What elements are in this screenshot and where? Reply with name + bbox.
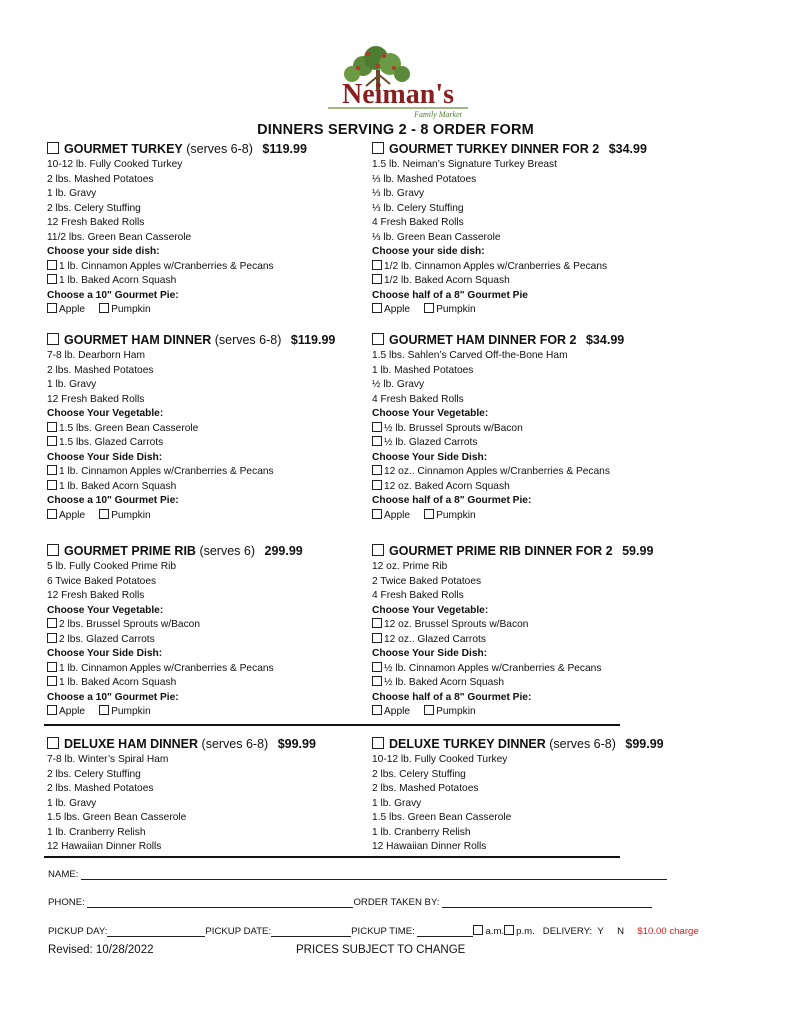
pie-option[interactable] bbox=[424, 705, 476, 720]
page-title: DINNERS SERVING 2 - 8 ORDER FORM bbox=[257, 122, 534, 138]
dinner-checkbox[interactable] bbox=[47, 333, 59, 345]
choice-heading: Choose your side dish: bbox=[47, 246, 160, 257]
section-deluxe-right bbox=[372, 737, 664, 855]
choice-heading: Choose Your Side Dish: bbox=[372, 648, 488, 659]
dinner-serves: (serves 6-8) bbox=[201, 737, 269, 751]
dinner-header bbox=[47, 737, 316, 752]
option-label: 1 lb. Cinnamon Apples w/Cranberries & Pecans bbox=[59, 466, 274, 477]
dinner-header bbox=[372, 737, 664, 752]
choice-heading: Choose a 10" Gourmet Pie: bbox=[47, 691, 179, 703]
pie-option[interactable] bbox=[424, 303, 476, 318]
divider-rule-bottom bbox=[44, 856, 620, 858]
dinner-header bbox=[372, 333, 624, 348]
choice-option[interactable] bbox=[47, 274, 307, 289]
menu-item: 6 Twice Baked Potatoes bbox=[47, 575, 157, 587]
option-checkbox[interactable] bbox=[372, 260, 382, 270]
option-checkbox[interactable] bbox=[99, 509, 109, 519]
delivery-yes-option[interactable]: Y bbox=[597, 926, 604, 937]
option-label: Apple bbox=[59, 706, 86, 717]
option-label: 12 oz. Baked Acorn Squash bbox=[384, 480, 510, 492]
option-checkbox[interactable] bbox=[372, 705, 382, 715]
dinner-name: DELUXE HAM DINNER bbox=[64, 737, 199, 751]
dinner-checkbox[interactable] bbox=[47, 544, 59, 556]
phone-label: PHONE: bbox=[48, 897, 85, 908]
option-label: 1 lb. Cinnamon Apples w/Cranberries & Pecans bbox=[59, 260, 274, 272]
option-label: Pumpkin bbox=[436, 304, 476, 315]
menu-item: 12 Fresh Baked Rolls bbox=[47, 217, 145, 228]
menu-item: 1.5 lb. Neiman’s Signature Turkey Breast bbox=[372, 159, 557, 170]
choice-heading: Choose a 10" Gourmet Pie: bbox=[47, 289, 179, 301]
menu-item: 7-8 lb. Winter’s Spiral Ham bbox=[47, 754, 169, 765]
menu-item: 4 Fresh Baked Rolls bbox=[372, 393, 464, 405]
choice-option[interactable] bbox=[47, 618, 303, 633]
menu-item: 12 Hawaiian Dinner Rolls bbox=[47, 841, 162, 852]
option-checkbox[interactable] bbox=[372, 509, 382, 519]
pie-choice-row bbox=[47, 705, 303, 720]
menu-item: 2 lbs. Mashed Potatoes bbox=[47, 783, 154, 794]
dinner-checkbox[interactable] bbox=[47, 142, 59, 154]
pie-choice-row bbox=[372, 705, 653, 720]
pie-choice-row bbox=[372, 303, 647, 318]
option-checkbox[interactable] bbox=[47, 303, 57, 313]
pie-choice-row bbox=[47, 509, 335, 524]
menu-item: ⅓ lb. Gravy bbox=[372, 188, 425, 199]
dinner-serves: (serves 6) bbox=[199, 544, 256, 558]
option-label: 12 oz.. Cinnamon Apples w/Cranberries & Pecans bbox=[384, 466, 610, 477]
choice-heading: Choose half of a 8" Gourmet Pie: bbox=[372, 691, 532, 703]
dinner-checkbox[interactable] bbox=[372, 333, 384, 345]
option-label: 12 oz. Brussel Sprouts w/Bacon bbox=[384, 619, 529, 630]
dinner-serves: (serves 6-8) bbox=[186, 142, 253, 156]
option-checkbox[interactable] bbox=[372, 436, 382, 446]
pie-option[interactable] bbox=[424, 509, 476, 524]
option-label: Apple bbox=[384, 509, 411, 521]
menu-item: 1 lb. Cranberry Relish bbox=[372, 826, 471, 838]
choice-heading: Choose Your Vegetable: bbox=[47, 604, 164, 616]
name-row bbox=[48, 869, 667, 880]
pickup-time-label: PICKUP TIME: bbox=[351, 926, 415, 937]
pie-option[interactable] bbox=[372, 303, 410, 318]
option-checkbox[interactable] bbox=[47, 260, 57, 270]
option-label: ½ lb. Brussel Sprouts w/Bacon bbox=[384, 422, 523, 434]
dinner-header bbox=[372, 544, 653, 559]
delivery-label: DELIVERY: bbox=[542, 926, 593, 937]
choice-heading: Choose Your Vegetable: bbox=[47, 408, 164, 419]
section-turkey-left bbox=[47, 142, 307, 318]
dinner-name: GOURMET TURKEY bbox=[64, 142, 183, 156]
option-checkbox[interactable] bbox=[372, 480, 382, 490]
choice-heading: Choose Your Side Dish: bbox=[47, 648, 163, 659]
option-checkbox[interactable] bbox=[47, 274, 57, 284]
menu-item: 5 lb. Fully Cooked Prime Rib bbox=[47, 561, 177, 572]
dinner-header bbox=[47, 544, 303, 559]
option-label: 1/2 lb. Baked Acorn Squash bbox=[384, 275, 510, 286]
divider-rule-top bbox=[44, 724, 620, 726]
section-primerib-right bbox=[372, 544, 653, 720]
menu-item: 2 lbs. Mashed Potatoes bbox=[47, 364, 154, 376]
dinner-name: DELUXE TURKEY DINNER bbox=[389, 737, 546, 751]
choice-heading: Choose a 10" Gourmet Pie: bbox=[47, 495, 179, 506]
option-label: Pumpkin bbox=[436, 509, 476, 521]
choice-option[interactable] bbox=[47, 260, 307, 275]
dinner-header bbox=[372, 142, 647, 157]
phone-row bbox=[48, 897, 652, 908]
choice-option[interactable] bbox=[47, 633, 303, 648]
option-checkbox[interactable] bbox=[47, 509, 57, 519]
menu-item: 4 Fresh Baked Rolls bbox=[372, 590, 464, 601]
menu-item: ⅓ lb. Celery Stuffing bbox=[372, 202, 464, 214]
pickup-day-field[interactable] bbox=[107, 927, 205, 937]
pickup-row bbox=[48, 925, 699, 937]
option-label: 1 lb. Baked Acorn Squash bbox=[59, 480, 177, 492]
choice-option[interactable] bbox=[47, 662, 303, 677]
dinner-price: $34.99 bbox=[585, 333, 625, 347]
option-label: Pumpkin bbox=[111, 706, 151, 717]
menu-item: 12 Hawaiian Dinner Rolls bbox=[372, 841, 487, 852]
option-checkbox[interactable] bbox=[372, 676, 382, 686]
option-checkbox[interactable] bbox=[372, 633, 382, 643]
menu-item: 1 lb. Gravy bbox=[47, 188, 97, 199]
dinner-header bbox=[47, 142, 307, 157]
pie-choice-row bbox=[47, 303, 307, 318]
option-checkbox[interactable] bbox=[372, 303, 382, 313]
option-checkbox[interactable] bbox=[372, 618, 382, 628]
menu-item: ⅓ lb. Green Bean Casserole bbox=[372, 231, 501, 243]
section-ham-right bbox=[372, 333, 624, 523]
choice-heading: Choose Your Vegetable: bbox=[372, 408, 489, 419]
option-checkbox[interactable] bbox=[47, 480, 57, 490]
phone-field[interactable] bbox=[87, 898, 353, 908]
option-checkbox[interactable] bbox=[47, 633, 57, 643]
dinner-serves: (serves 6-8) bbox=[214, 333, 282, 347]
menu-item: 2 lbs. Celery Stuffing bbox=[47, 768, 141, 780]
option-label: ½ lb. Baked Acorn Squash bbox=[384, 677, 505, 688]
menu-item: 12 Fresh Baked Rolls bbox=[47, 590, 145, 601]
menu-item: 1 lb. Mashed Potatoes bbox=[372, 364, 474, 376]
pie-option[interactable] bbox=[372, 509, 410, 524]
menu-item: 12 oz. Prime Rib bbox=[372, 561, 448, 572]
logo-wordmark: Neiman's bbox=[342, 79, 454, 110]
choice-option[interactable] bbox=[47, 465, 335, 480]
choice-option[interactable] bbox=[372, 633, 653, 648]
option-label: Apple bbox=[59, 509, 86, 521]
menu-item: 1.5 lbs. Sahlen’s Carved Off-the-Bone Ham bbox=[372, 350, 568, 361]
option-label: 1.5 lbs. Green Bean Casserole bbox=[59, 422, 199, 434]
option-checkbox[interactable] bbox=[47, 705, 57, 715]
choice-option[interactable] bbox=[372, 260, 647, 275]
option-checkbox[interactable] bbox=[372, 662, 382, 672]
menu-item: 2 lbs. Mashed Potatoes bbox=[47, 173, 154, 185]
pickup-date-label: PICKUP DATE: bbox=[205, 926, 272, 937]
pie-option[interactable] bbox=[99, 705, 151, 720]
pie-option[interactable] bbox=[99, 509, 151, 524]
dinner-name: GOURMET PRIME RIB bbox=[64, 544, 196, 558]
dinner-price: $119.99 bbox=[290, 333, 336, 347]
dinner-name: GOURMET HAM DINNER bbox=[64, 333, 212, 347]
pie-option[interactable] bbox=[372, 705, 410, 720]
dinner-name: GOURMET PRIME RIB DINNER FOR 2 bbox=[389, 544, 613, 558]
am-label: a.m. bbox=[485, 926, 505, 937]
name-label: NAME: bbox=[48, 869, 79, 880]
choice-option[interactable] bbox=[47, 480, 335, 495]
choice-heading: Choose Your Vegetable: bbox=[372, 604, 489, 616]
option-label: 2 lbs. Glazed Carrots bbox=[59, 633, 155, 645]
dinner-price: $119.99 bbox=[262, 142, 307, 156]
choice-option[interactable] bbox=[47, 436, 335, 451]
dinner-price: $34.99 bbox=[608, 142, 647, 156]
dinner-price: 59.99 bbox=[622, 544, 654, 558]
choice-option[interactable] bbox=[372, 676, 653, 691]
pickup-day-label: PICKUP DAY: bbox=[48, 926, 108, 937]
option-label: 1 lb. Baked Acorn Squash bbox=[59, 275, 177, 286]
option-label: Apple bbox=[384, 706, 411, 717]
revised-date: Revised: 10/28/2022 bbox=[48, 944, 154, 956]
choice-option[interactable] bbox=[372, 618, 653, 633]
delivery-no-option[interactable]: N bbox=[617, 926, 625, 937]
dinner-checkbox[interactable] bbox=[372, 142, 384, 154]
dinner-checkbox[interactable] bbox=[372, 737, 384, 749]
option-label: ½ lb. Cinnamon Apples w/Cranberries & Pecans bbox=[384, 662, 602, 674]
menu-item: 1 lb. Cranberry Relish bbox=[47, 826, 146, 838]
option-label: 1 lb. Cinnamon Apples w/Cranberries & Pecans bbox=[59, 662, 274, 674]
name-field[interactable] bbox=[81, 870, 667, 880]
menu-item: 12 Fresh Baked Rolls bbox=[47, 393, 145, 405]
menu-item: 11/2 lbs. Green Bean Casserole bbox=[47, 231, 192, 243]
pie-option[interactable] bbox=[47, 303, 85, 318]
menu-item: 2 Twice Baked Potatoes bbox=[372, 575, 482, 587]
option-label: 1.5 lbs. Glazed Carrots bbox=[59, 437, 164, 448]
menu-item: 4 Fresh Baked Rolls bbox=[372, 217, 464, 228]
option-label: ½ lb. Glazed Carrots bbox=[384, 437, 478, 448]
pm-checkbox[interactable] bbox=[504, 925, 514, 935]
option-label: 1/2 lb. Cinnamon Apples w/Cranberries & Pecans bbox=[384, 260, 608, 272]
option-label: Pumpkin bbox=[436, 706, 476, 717]
pie-option[interactable] bbox=[99, 303, 151, 318]
menu-item: 1.5 lbs. Green Bean Casserole bbox=[372, 812, 512, 823]
delivery-charge-note: $10.00 charge bbox=[637, 926, 699, 937]
option-label: 12 oz.. Glazed Carrots bbox=[384, 633, 486, 645]
option-label: 2 lbs. Brussel Sprouts w/Bacon bbox=[59, 619, 200, 630]
option-checkbox[interactable] bbox=[47, 465, 57, 475]
menu-item: ⅓ lb. Mashed Potatoes bbox=[372, 173, 477, 185]
order-taken-label: ORDER TAKEN BY: bbox=[353, 897, 440, 908]
choice-option[interactable] bbox=[372, 436, 624, 451]
pickup-date-field[interactable] bbox=[271, 927, 351, 937]
order-taken-field[interactable] bbox=[442, 898, 652, 908]
dinner-price: $99.99 bbox=[277, 737, 316, 751]
option-checkbox[interactable] bbox=[424, 705, 434, 715]
option-checkbox[interactable] bbox=[47, 422, 57, 432]
choice-option[interactable] bbox=[47, 676, 303, 691]
dinner-checkbox[interactable] bbox=[47, 737, 59, 749]
option-checkbox[interactable] bbox=[47, 662, 57, 672]
menu-item: 1.5 lbs. Green Bean Casserole bbox=[47, 812, 187, 823]
pickup-time-field[interactable] bbox=[417, 927, 473, 937]
section-deluxe-left bbox=[47, 737, 316, 855]
choice-option[interactable] bbox=[47, 422, 335, 437]
choice-option[interactable] bbox=[372, 422, 624, 437]
pie-option[interactable] bbox=[47, 705, 85, 720]
dinner-price: $99.99 bbox=[625, 737, 664, 751]
menu-item: 7-8 lb. Dearborn Ham bbox=[47, 350, 145, 361]
pie-option[interactable] bbox=[47, 509, 85, 524]
section-primerib-left bbox=[47, 544, 303, 720]
choice-option[interactable] bbox=[372, 465, 624, 480]
dinner-name: GOURMET TURKEY DINNER FOR 2 bbox=[389, 142, 600, 156]
choice-option[interactable] bbox=[372, 662, 653, 677]
option-checkbox[interactable] bbox=[424, 509, 434, 519]
menu-item: 2 lbs. Mashed Potatoes bbox=[372, 783, 479, 794]
choice-heading: Choose half of a 8" Gourmet Pie: bbox=[372, 495, 532, 506]
menu-item: 10-12 lb. Fully Cooked Turkey bbox=[47, 159, 183, 170]
dinner-name: GOURMET HAM DINNER FOR 2 bbox=[389, 333, 577, 347]
option-label: 1 lb. Baked Acorn Squash bbox=[59, 677, 177, 688]
option-label: Apple bbox=[384, 304, 411, 315]
option-label: Pumpkin bbox=[111, 304, 151, 315]
option-checkbox[interactable] bbox=[372, 465, 382, 475]
logo-tagline: Family Market bbox=[414, 110, 462, 119]
choice-heading: Choose half of a 8" Gourmet Pie bbox=[372, 289, 528, 301]
menu-item: 10-12 lb. Fully Cooked Turkey bbox=[372, 754, 508, 765]
section-turkey-right bbox=[372, 142, 647, 318]
menu-item: 1 lb. Gravy bbox=[47, 379, 97, 390]
prices-note: PRICES SUBJECT TO CHANGE bbox=[296, 944, 466, 956]
dinner-checkbox[interactable] bbox=[372, 544, 384, 556]
option-checkbox[interactable] bbox=[372, 422, 382, 432]
neimans-logo bbox=[318, 46, 478, 122]
option-label: Pumpkin bbox=[111, 509, 151, 521]
menu-item: 2 lbs. Celery Stuffing bbox=[47, 202, 141, 214]
option-checkbox[interactable] bbox=[47, 676, 57, 686]
option-checkbox[interactable] bbox=[424, 303, 434, 313]
option-checkbox[interactable] bbox=[372, 274, 382, 284]
dinner-header bbox=[47, 333, 335, 348]
option-checkbox[interactable] bbox=[47, 436, 57, 446]
option-label: Apple bbox=[59, 304, 86, 315]
section-ham-left bbox=[47, 333, 335, 523]
pie-choice-row bbox=[372, 509, 624, 524]
choice-heading: Choose Your Side Dish: bbox=[47, 451, 163, 463]
am-checkbox[interactable] bbox=[473, 925, 483, 935]
dinner-price: 299.99 bbox=[264, 544, 303, 558]
menu-item: 1 lb. Gravy bbox=[47, 797, 97, 809]
dinner-serves: (serves 6-8) bbox=[549, 737, 616, 751]
choice-option[interactable] bbox=[372, 480, 624, 495]
menu-item: 1 lb. Gravy bbox=[372, 797, 422, 809]
choice-option[interactable] bbox=[372, 274, 647, 289]
pm-label: p.m. bbox=[516, 926, 535, 937]
choice-heading: Choose your side dish: bbox=[372, 246, 485, 257]
option-checkbox[interactable] bbox=[99, 705, 109, 715]
menu-item: 2 lbs. Celery Stuffing bbox=[372, 768, 466, 780]
choice-heading: Choose Your Side Dish: bbox=[372, 451, 488, 463]
menu-item: ½ lb. Gravy bbox=[372, 379, 425, 390]
option-checkbox[interactable] bbox=[47, 618, 57, 628]
option-checkbox[interactable] bbox=[99, 303, 109, 313]
